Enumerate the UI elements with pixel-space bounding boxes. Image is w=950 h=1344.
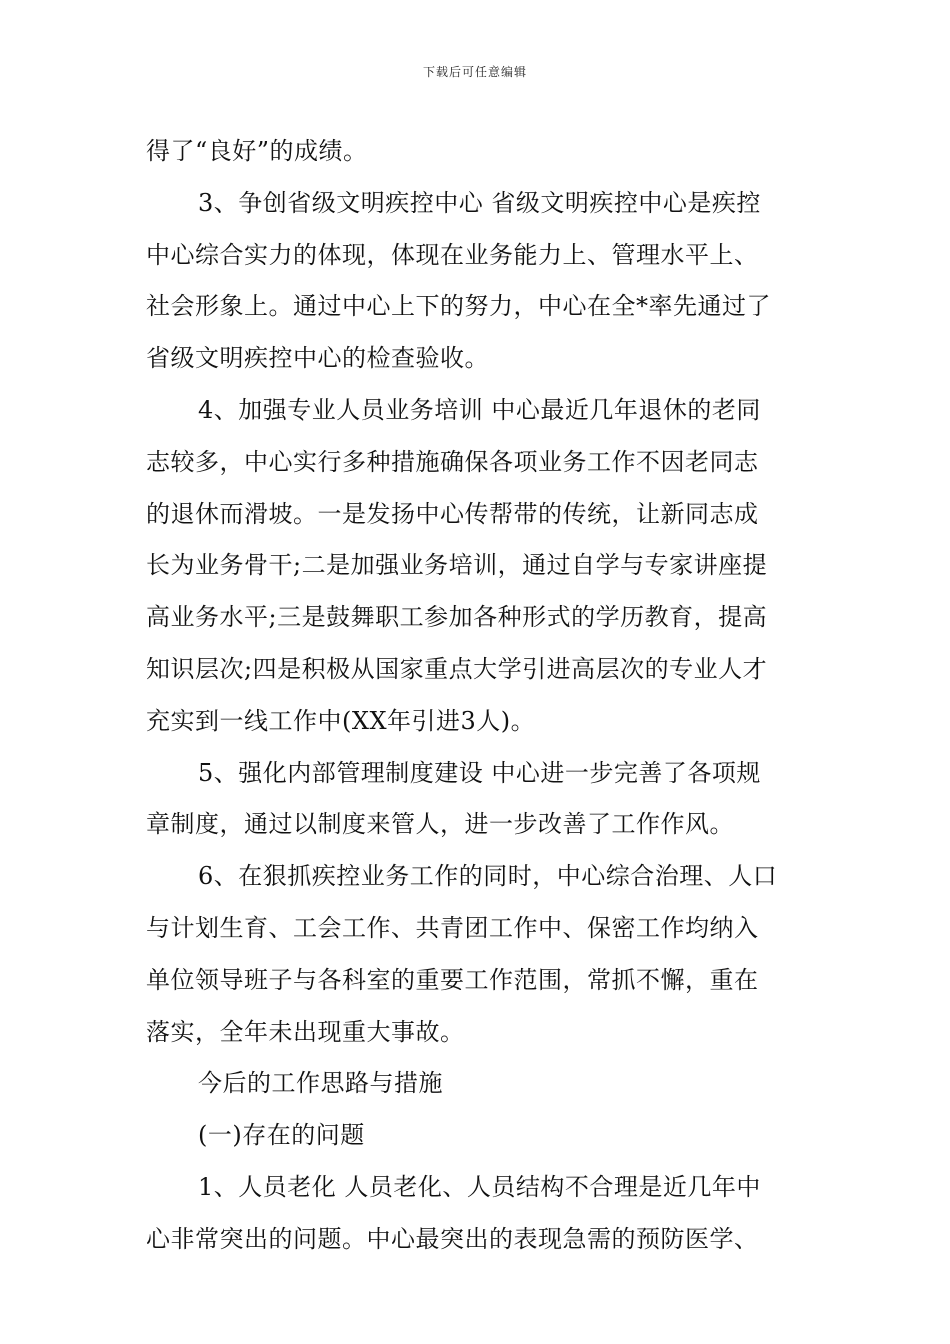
text-line: 6、在狠抓疾控业务工作的同时，中心综合治理、人口 xyxy=(198,862,778,891)
text-line: 知识层次;四是积极从国家重点大学引进高层次的专业人才 xyxy=(146,654,768,683)
text-line: 志较多，中心实行多种措施确保各项业务工作不因老同志 xyxy=(146,447,759,476)
document-body xyxy=(146,126,816,1266)
text-line: 3、争创省级文明疾控中心 省级文明疾控中心是疾控 xyxy=(198,188,761,217)
text-line: (一)存在的问题 xyxy=(198,1121,365,1150)
text-line: 心非常突出的问题。中心最突出的表现急需的预防医学、 xyxy=(146,1224,759,1253)
page-header: 下载后可任意编辑 xyxy=(422,65,527,79)
text-line: 中心综合实力的体现，体现在业务能力上、管理水平上、 xyxy=(146,240,759,269)
text-line: 的退休而滑坡。一是发扬中心传帮带的传统，让新同志成 xyxy=(146,499,759,528)
text-line: 4、加强专业人员业务培训 中心最近几年退休的老同 xyxy=(198,395,761,424)
text-line: 今后的工作思路与措施 xyxy=(198,1069,443,1098)
text-line: 1、人员老化 人员老化、人员结构不合理是近几年中 xyxy=(198,1172,761,1201)
text-line: 5、强化内部管理制度建设 中心进一步完善了各项规 xyxy=(198,758,761,787)
text-line: 充实到一线工作中(XX年引进3人)。 xyxy=(146,706,536,735)
text-line: 社会形象上。通过中心上下的努力，中心在全*率先通过了 xyxy=(146,292,771,321)
text-line: 得了“良好”的成绩。 xyxy=(146,137,368,165)
text-line: 与计划生育、工会工作、共青团工作中、保密工作均纳入 xyxy=(146,913,759,942)
text-line: 高业务水平;三是鼓舞职工参加各种形式的学历教育，提高 xyxy=(146,603,768,632)
text-line: 落实，全年未出现重大事故。 xyxy=(146,1017,465,1046)
text-line: 章制度，通过以制度来管人，进一步改善了工作作风。 xyxy=(146,810,734,839)
text-line: 省级文明疾控中心的检查验收。 xyxy=(146,344,489,373)
text-line: 单位领导班子与各科室的重要工作范围，常抓不懈，重在 xyxy=(146,965,759,994)
text-line: 长为业务骨干;二是加强业务培训，通过自学与专家讲座提 xyxy=(146,551,768,580)
